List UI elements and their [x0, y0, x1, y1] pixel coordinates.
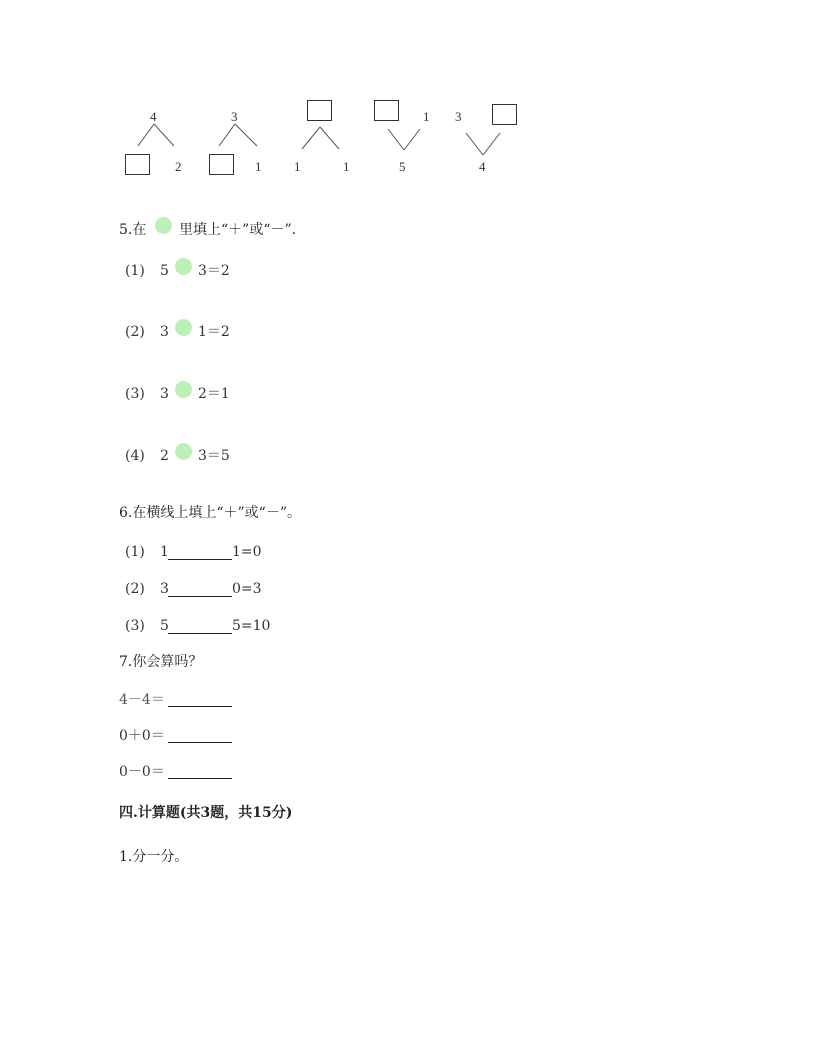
q5-item-operand: 5	[160, 263, 169, 279]
q5-item-index: (4)	[125, 448, 145, 464]
q6-item-rest: 5=10	[232, 618, 271, 634]
bond5-left-number: 3	[455, 109, 462, 124]
bond5-right-line	[483, 133, 500, 155]
s4q1-title: 1.分一分。	[119, 849, 189, 865]
q5-prefix: 5.在	[119, 222, 147, 238]
q6-item-index: (3)	[125, 618, 145, 634]
q5-suffix: 里填上“＋”或“－”.	[179, 222, 297, 238]
q6-item-operand: 1	[160, 544, 169, 560]
bond3-left-number: 1	[294, 159, 301, 174]
q6-item-operand: 3	[160, 581, 169, 597]
q6-title: 6.在横线上填上“＋”或“－”。	[119, 505, 301, 521]
section4-heading: 四.计算题(共3题，共15分)	[119, 805, 293, 821]
bond5-bottom-number: 4	[479, 159, 486, 174]
q6-item-index: (1)	[125, 544, 145, 560]
q7-item-expression: 0－0＝	[119, 764, 165, 780]
q5-item-operand: 3	[160, 386, 169, 402]
q6-item-answer-blank[interactable]	[168, 619, 232, 634]
q5-item-answer-circle-icon[interactable]	[175, 258, 192, 275]
bond3-right-line	[320, 127, 339, 149]
bond4-bottom-number: 5	[399, 159, 406, 174]
bond3-right-number: 1	[343, 159, 350, 174]
q5-item-answer-circle-icon[interactable]	[175, 381, 192, 398]
bond2-right-line	[235, 124, 257, 146]
bond3-answer-box[interactable]	[307, 100, 332, 121]
q5-item-rest: 2＝1	[198, 386, 230, 402]
q5-item-answer-circle-icon[interactable]	[175, 443, 192, 460]
q6-item-index: (2)	[125, 581, 145, 597]
q5-item-rest: 3＝5	[198, 448, 230, 464]
q7-title: 7.你会算吗？	[119, 654, 203, 670]
bond2-left-line	[219, 124, 235, 146]
bond4-right-number: 1	[423, 109, 430, 124]
q6-item-rest: 1=0	[232, 544, 262, 560]
bond4-answer-box[interactable]	[374, 100, 399, 121]
bond1-right-number: 2	[175, 159, 182, 174]
q5-item-index: (1)	[125, 263, 145, 279]
q5-circle-icon	[155, 217, 172, 234]
bond1-left-line	[138, 124, 154, 146]
bond2-answer-box[interactable]	[209, 154, 234, 175]
q5-item-rest: 3＝2	[198, 263, 230, 279]
bond4-right-line	[404, 129, 420, 150]
bond5-left-line	[466, 133, 483, 155]
q6-item-rest: 0=3	[232, 581, 262, 597]
q5-item-operand: 3	[160, 324, 169, 340]
bond5-answer-box[interactable]	[492, 104, 517, 125]
q7-item-answer-blank[interactable]	[168, 728, 232, 743]
bond1-right-line	[154, 124, 174, 146]
number-bond-lines	[0, 0, 816, 200]
q7-item-answer-blank[interactable]	[168, 692, 232, 707]
bond2-top-number: 3	[231, 109, 238, 124]
q6-item-operand: 5	[160, 618, 169, 634]
q5-item-index: (3)	[125, 386, 145, 402]
q6-item-answer-blank[interactable]	[168, 582, 232, 597]
bond2-right-number: 1	[255, 159, 262, 174]
q6-item-answer-blank[interactable]	[168, 545, 232, 560]
bond3-left-line	[302, 127, 320, 149]
q7-item-expression: 0＋0＝	[119, 728, 165, 744]
q7-item-answer-blank[interactable]	[168, 764, 232, 779]
bond1-top-number: 4	[150, 109, 157, 124]
q5-item-answer-circle-icon[interactable]	[175, 319, 192, 336]
q7-item-expression: 4－4＝	[119, 692, 165, 708]
q5-item-operand: 2	[160, 448, 169, 464]
bond4-left-line	[388, 129, 404, 150]
q5-item-index: (2)	[125, 324, 145, 340]
bond1-answer-box[interactable]	[125, 154, 150, 175]
q5-item-rest: 1＝2	[198, 324, 230, 340]
